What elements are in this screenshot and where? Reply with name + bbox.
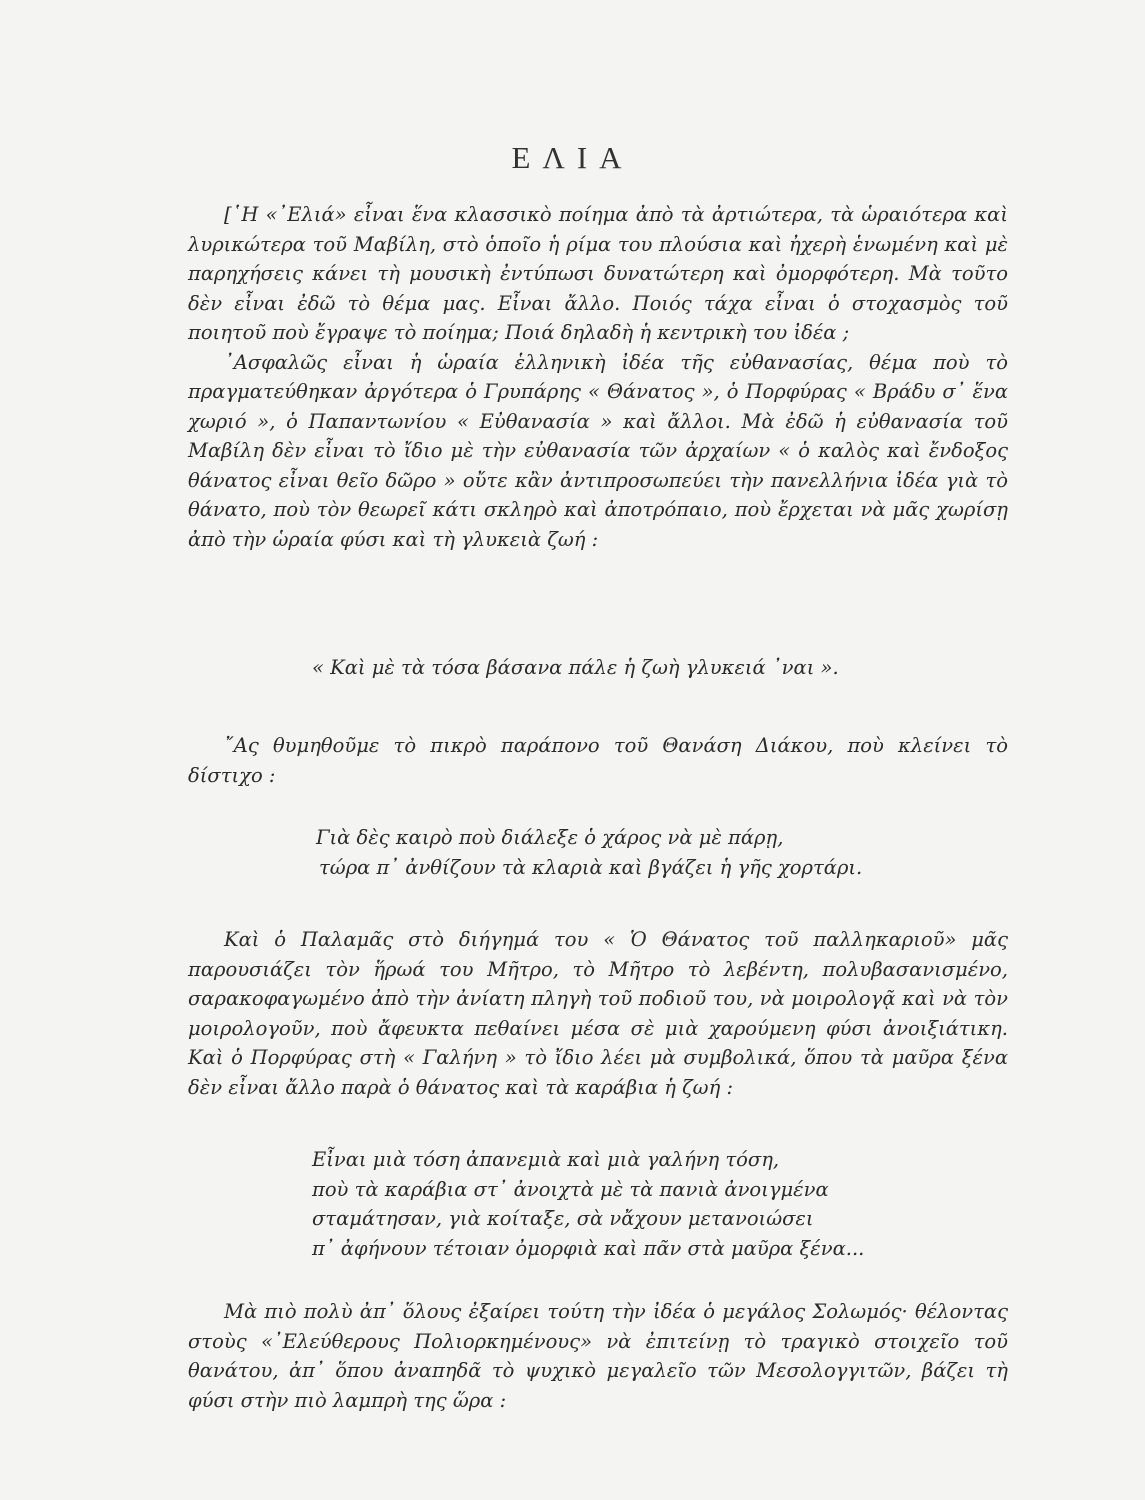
intro-paragraph-1: [῾Η «᾿Ελιά» εἶναι ἕνα κλασσικὸ ποίημα ἀπὸ τὰ ἀρτιώτερα, τὰ ὡραιότερα καὶ λυρικώτερα τοῦ Μαβίλη, στὸ ὁποῖο ἡ ρίμα του πλούσια καὶ ἠχερὴ ἑνωμένη καὶ μὲ παρηχήσεις κάνει τὴ μουσικὴ ἐντύπωσι δυνατώτερη καὶ ὀμορφότερη. Μὰ τοῦτο δὲν εἶναι ἐδῶ τὸ θέμα μας. Εἶναι ἄλλο. Ποιός τάχα εἶναι ὁ στοχασμὸς τοῦ ποιητοῦ ποὺ ἔγραψε τὸ ποίημα; Ποιά δηλαδὴ ἡ κεντρικὴ του ἰδέα ; bbox=[188, 203, 1008, 344]
paragraph-text: Καὶ ὁ Παλαμᾶς στὸ διήγημά του « Ὁ Θάνατος τοῦ παλληκαριοῦ» μᾶς παρουσιάζει τὸν ἥρωά του Μῆτρο, τὸ Μῆτρο τὸ λεβέντη, πολυβασανισμένο, σαρακοφαγωμένο ἀπὸ τὴν ἀνίατη πληγὴ τοῦ ποδιοῦ του, νὰ μοιρολογᾷ καὶ νὰ τὸν μοιρολογοῦν, ποὺ ἄφευκτα πεθαίνει μέσα σὲ μιὰ χαρούμενη φύσι ἀνοιξιάτικη. Καὶ ὁ Πορφύρας στὴ « Γαλήνη » τὸ ἴδιο λέει μὰ συμβολικά, ὅπου τὰ μαῦρα ξένα δὲν εἶναι ἄλλο παρὰ ὁ θάνατος καὶ τὰ καράβια ἡ ζωή : bbox=[188, 928, 1008, 1099]
quote-line: σταμάτησαν, γιὰ κοίταξε, σὰ νἄχουν μετανοιώσει bbox=[312, 1207, 814, 1230]
quote-verse-1 bbox=[312, 653, 839, 683]
quote-line: ποὺ τὰ καράβια στ᾿ ἀνοιχτὰ μὲ τὰ πανιὰ ἀνοιγμένα bbox=[312, 1177, 829, 1201]
quote-line: Εἶναι μιὰ τόση ἀπανεμιὰ καὶ μιὰ γαλήνη τόση, bbox=[312, 1148, 780, 1171]
paragraph-text: Μὰ πιὸ πολὺ ἀπ᾿ ὅλους ἐξαίρει τούτη τὴν ἰδέα ὁ μεγάλος Σολωμός· θέλοντας στοὺς «᾿Ελεύθερους Πολιορκημένους» νὰ ἐπιτείνῃ τὸ τραγικὸ στοιχεῖο τοῦ θανάτου, ἀπ᾿ ὅπου ἀναπηδᾶ τὸ ψυχικὸ μεγαλεῖο τῶν Μεσολογγιτῶν, βάζει τὴ φύσι στὴν πιὸ λαμπρὴ της ὥρα : bbox=[188, 1300, 1008, 1412]
intro-paragraph-2: ᾿Ασφαλῶς εἶναι ἡ ὡραία ἑλληνικὴ ἰδέα τῆς εὐθανασίας, θέμα ποὺ τὸ πραγματεύθηκαν ἀργότερα ὁ Γρυπάρης « Θάνατος », ὁ Πορφύρας « Βράδυ σ᾿ ἕνα χωριό », ὁ Παπαντωνίου « Εὐθανασία » καὶ ἄλλοι. Μὰ ἐδῶ ἡ εὐθανασία τοῦ Μαβίλη δὲν εἶναι τὸ ἴδιο μὲ τὴν εὐθανασία τῶν ἀρχαίων « ὁ καλὸς καὶ ἔνδοξος θάνατος εἶναι θεῖο δῶρο » οὔτε κἂν ἀντιπροσωπεύει τὴν πανελλήνια ἰδέα γιὰ τὸ θάνατο, ποὺ τὸν θεωρεῖ κάτι σκληρὸ καὶ ἀποτρόπαιο, ποὺ ἔρχεται νὰ μᾶς χωρίσῃ ἀπὸ τὴν ὡραία φύσι καὶ τὴ γλυκειὰ ζωή : bbox=[188, 350, 1008, 551]
paragraph-solomos bbox=[188, 1297, 1008, 1415]
quote-galini bbox=[312, 1145, 864, 1263]
paragraph-palamas bbox=[188, 925, 1008, 1102]
quote-line: « Καὶ μὲ τὰ τόσα βάσανα πάλε ἡ ζωὴ γλυκειά ᾿ναι ». bbox=[312, 656, 839, 679]
quote-distich bbox=[316, 823, 862, 882]
paragraph-diakos bbox=[188, 731, 1008, 790]
quote-line: π᾿ ἀφήνουν τέτοιαν ὀμορφιὰ καὶ πᾶν στὰ μαῦρα ξένα... bbox=[312, 1236, 865, 1260]
quote-line: Γιὰ δὲς καιρὸ ποὺ διάλεξε ὁ χάρος νὰ μὲ πάρῃ, bbox=[316, 826, 784, 849]
quote-line: τώρα π᾿ ἀνθίζουν τὰ κλαριὰ καὶ βγάζει ἡ γῆς χορτάρι. bbox=[319, 855, 863, 879]
paragraph-text: ῎Ας θυμηθοῦμε τὸ πικρὸ παράπονο τοῦ Θανάση Διάκου, ποὺ κλείνει τὸ δίστιχο : bbox=[188, 734, 1008, 787]
page-title: ΕΛΙΑ bbox=[511, 140, 634, 175]
intro-section bbox=[188, 200, 1008, 554]
